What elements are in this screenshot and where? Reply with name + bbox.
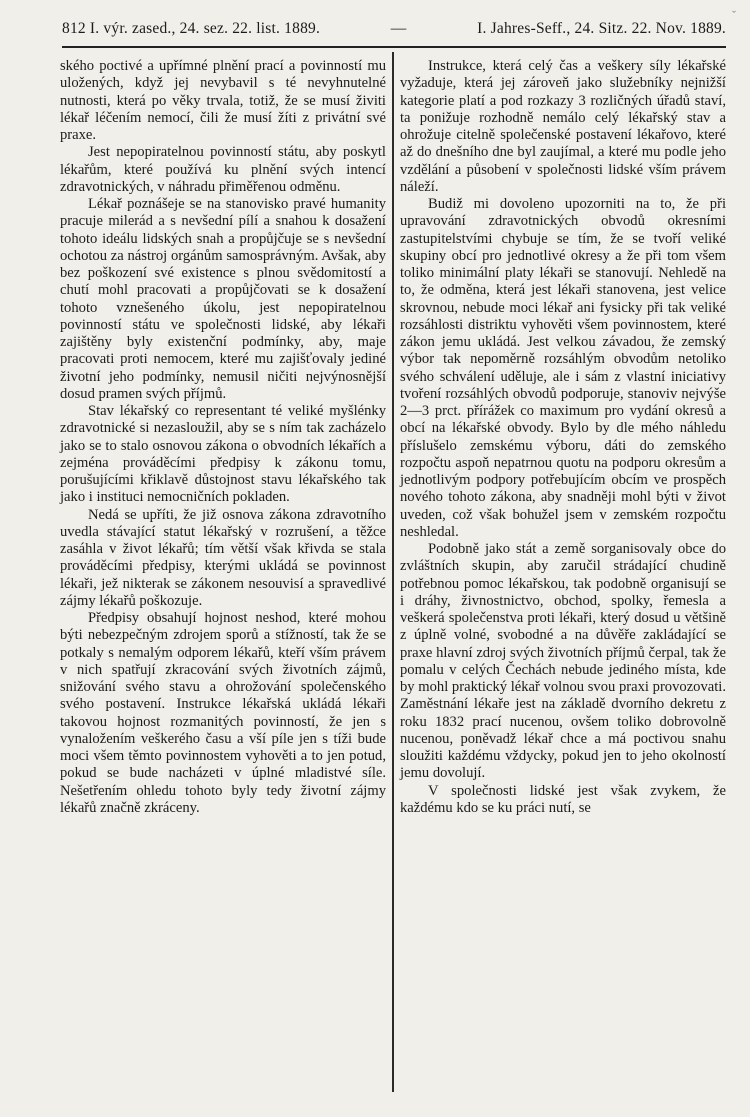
paragraph: Předpisy obsahují hojnost neshod, které mohou býti nebezpečným zdrojem sporů a stížností, tak že se potkaly s nemalým odporem lékařů, kteří vším právem v nich spatřují zkracování svých životních zájmů, snižování svého stavu a ohrožování společenského svého postavení. Instrukce lékařská ukládá lékaři takovou hojnost rozmanitých povinností, že jen s vynaložením veškerého času a vší píle jen s tíži bude moci všem těmto povinnostem vyhověti a to jen potud, pokud se bude nacházeti v úplné mladistvé síle. Nešetřením ohledu tohoto byly tedy životní zájmy lékařů značně zkráceny. (60, 610, 386, 816)
paragraph: Instrukce, která celý čas a veškery síly lékařské vyžaduje, která jej zároveň jako služebníky nejnižší kategorie platí a pod rozkazy 3 rozličných úřadů staví, ta ponižuje rozhodně nemálo celý lékařský stav a ohrožuje citelně společenské postavení lékařovo, které až do dnešního dne byl zaujímal, a které mu podle jeho vzdělání a působení v společnosti lidské vším právem náleží. (400, 58, 726, 195)
paragraph: Lékař poznášeje se na stanovisko pravé humanity pracuje milerád a s nevšední pílí a snahou k dosažení tohoto ideálu lidských snah a propůjčuje se s nevšední ochotou za nástroj orgánům samosprávným. Avšak, aby bez poškození své existence s plnou svědomitostí a chutí mohl pracovati a propůjčovati se k dosažení tohoto vznešeného úkolu, jest nepopiratelnou povinností státu ve společnosti lidské, aby lékaři zajištěny byly existenční podmínky, aby, maje pracovati proti nemocem, které mu zajišťovaly jediné životní jeho podmínky, nemusil ničiti nejvýnosnější dosud pramen svých příjmů. (60, 196, 386, 402)
column-divider (392, 52, 394, 1092)
header-separator: — (390, 20, 407, 37)
paragraph: V společnosti lidské jest však zvykem, že každému kdo se ku práci nutí, se (400, 782, 726, 816)
paragraph: Stav lékařský co representant té veliké myšlénky zdravotnické si nezasloužil, aby se s ním tak zacházelo jako se to stalo osnovou zákona o obvodních lékařích a zejména prováděcími předpisy k zákonu tomu, porušujícími křiklavě důstojnost stavu lékařského tak jako i instituci nemocničních pokladen. (60, 403, 386, 506)
paragraph: Nedá se upříti, že již osnova zákona zdravotního uvedla stávající statut lékařský v rozrušení, a těžce zasáhla v život lékařů; tím větší však křivda se stala prováděcími předpisy, kterými ukládá se povinnost lékaři, jež nikterak se zákonem nesouvisí a spravedlivé zájmy lékařů poškozuje. (60, 506, 386, 609)
margin-mark: ˇ (732, 8, 736, 22)
header-left: 812 I. výr. zased., 24. sez. 22. list. 1889. (62, 20, 321, 37)
header-right: I. Jahres-Seff., 24. Sitz. 22. Nov. 1889. (477, 20, 726, 37)
header-rule (62, 46, 726, 48)
paragraph: Jest nepopiratelnou povinností státu, aby poskytl lékařům, které používá ku plnění svých intencí zdravotnických, v náhradu přiměřenou odměnu. (60, 144, 386, 195)
left-column (60, 58, 386, 817)
page-header (62, 20, 726, 38)
right-column (400, 58, 726, 817)
paragraph: ského poctivé a upřímné plnění prací a povinností mu uložených, když jej nevybavil s té nevyhnutelné nutnosti, která po věky trvala, totiž, že se musí živiti lékař léčením nemocí, čili že musí žíti z privátní své praxe. (60, 58, 386, 143)
paragraph: Budiž mi dovoleno upozorniti na to, že při upravování zdravotnických obvodů okresními zastupitelstvími chybuje se tím, že se tvoří veliké skupiny obcí pro jednotlivé okresy a že při tom všem toliko minimální platy lékaři se stanovují. Nehledě na to, že odměna, která jest lékaři stanovena, jest velice skrovnou, nebude moci lékař ani fysicky při tak veliké rozsáhlosti distriktu vyhověti všem povinnostem, které zákon jemu ukládá. Jest velkou závadou, že zemský výbor tak nepoměrně rozsáhlým obvodům netoliko svého schválení uděluje, ale i sám z vlastní iniciativy tvoření rozsáhlých obvodů podporuje, stanoviv nejvýše 2—3 prct. přírážek co maximum pro vydání okresů a obcí na lékařské obvody. Bylo by dle mého náhledu příslušelo zemskému výboru, dáti do zemského rozpočtu aspoň nepatrnou quotu na podporu okresům a jednotlivým podpory potřebujícím obcím ve prospěch nového tohoto zákona, aby snadněji mohl býti v život uveden, což však bohužel jsem v zemském rozpočtu neshledal. (400, 196, 726, 540)
paragraph: Podobně jako stát a země sorganisovaly obce do zvláštních skupin, aby zaručil strádající chudině potřebnou pomoc lékařskou, tak podobně organisují se i dráhy, živnostnictvo, obchod, spolky, řemesla a veškerá společenstva proti lékaři, který dosud u většině z úplně volné, svobodné a na důvěře zakládající se praxe hlavní zdroj svých životních příjmů čerpal, tak že pomalu v celých Čechách nebude jediného místa, kde by mohl praktický lékař volnou svou praxi provozovati. Zaměstnání lékaře jest na základě dvorního dekretu z roku 1832 prací nucenou, ovšem toliko dobrovolně nucenou, poněvadž lékař chce a má poctivou snahu sloužiti každému vždycky, pokud jen to jeho okolností jemu dovolují. (400, 541, 726, 782)
